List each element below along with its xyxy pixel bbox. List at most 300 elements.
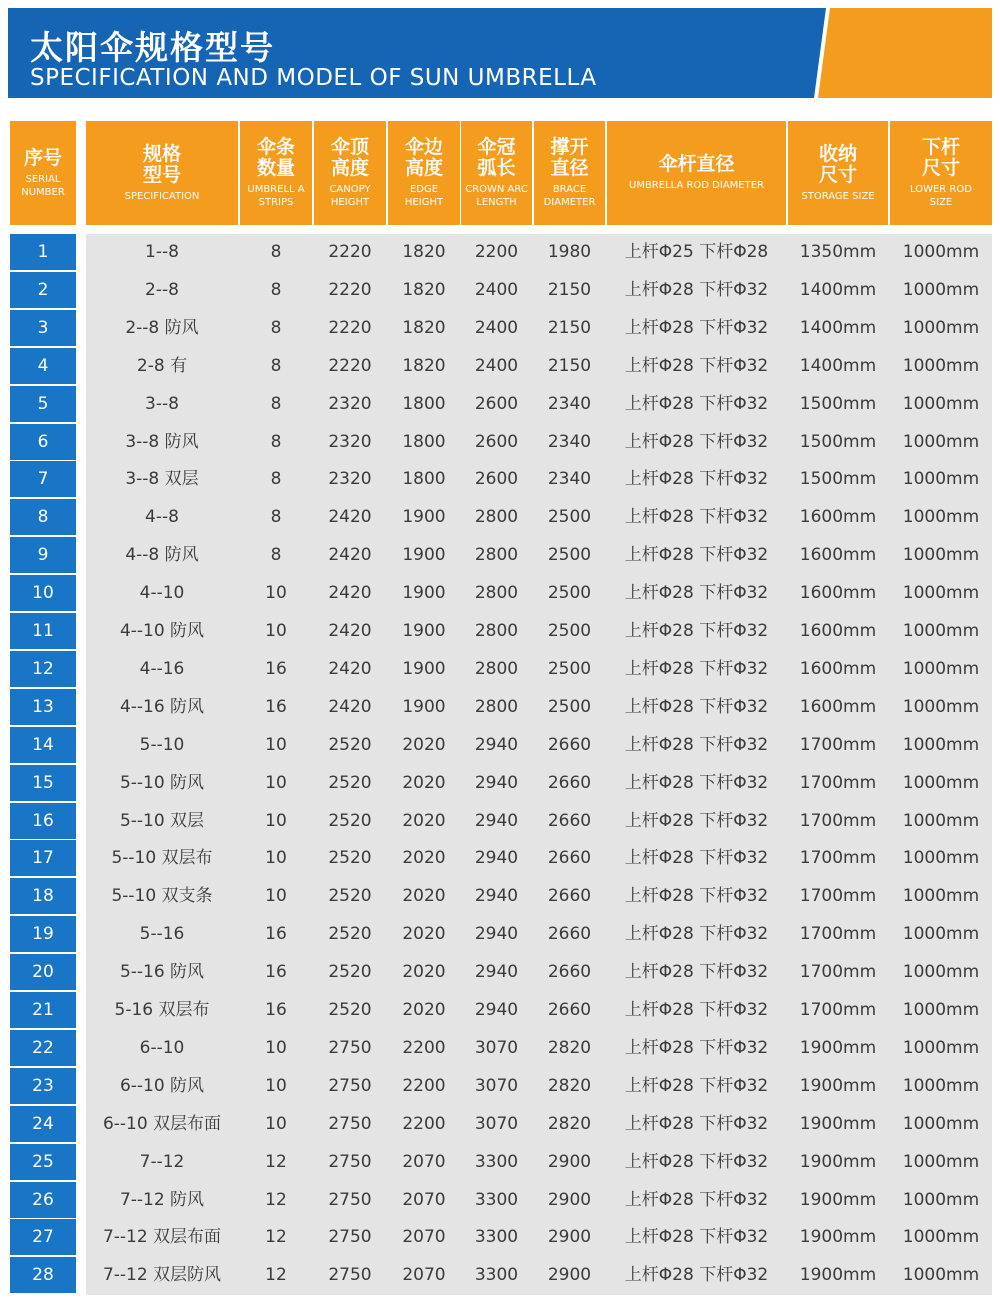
cell-strips: 10 [240,575,312,611]
cell-canopy-height: 2220 [314,234,386,270]
cell-strips: 10 [240,1030,312,1066]
cell-strips: 16 [240,689,312,725]
cell-crown-arc-length: 3300 [461,1144,532,1180]
cell-edge-height: 1900 [388,537,460,573]
cell-lower-rod-size: 1000mm [890,499,992,535]
cell-lower-rod-size: 1000mm [890,613,992,649]
cell-strips: 12 [240,1257,312,1293]
cell-serial: 26 [10,1182,76,1218]
cell-edge-height: 1820 [388,348,460,384]
cell-serial: 14 [10,727,76,763]
cell-edge-height: 1900 [388,651,460,687]
header-label-en: CANOPY HEIGHT [329,184,371,208]
cell-crown-arc-length: 2940 [461,916,532,952]
cell-canopy-height: 2420 [314,575,386,611]
cell-rod-diameter: 上杆Φ28 下杆Φ32 [607,575,786,611]
cell-brace-diameter: 2500 [534,575,605,611]
cell-canopy-height: 2520 [314,727,386,763]
cell-strips: 16 [240,992,312,1028]
header-lower-rod-size [890,121,992,225]
cell-serial: 27 [10,1219,76,1255]
cell-storage-size: 1900mm [788,1106,888,1142]
cell-lower-rod-size: 1000mm [890,1182,992,1218]
cell-rod-diameter: 上杆Φ28 下杆Φ32 [607,386,786,422]
table-row [0,537,1000,573]
cell-specification: 2-8 有 [86,348,238,384]
cell-strips: 16 [240,651,312,687]
cell-brace-diameter: 2660 [534,916,605,952]
cell-crown-arc-length: 2940 [461,992,532,1028]
cell-strips: 8 [240,272,312,308]
cell-lower-rod-size: 1000mm [890,689,992,725]
cell-lower-rod-size: 1000mm [890,992,992,1028]
cell-canopy-height: 2750 [314,1182,386,1218]
table-row [0,916,1000,952]
cell-crown-arc-length: 2600 [461,386,532,422]
cell-edge-height: 2020 [388,878,460,914]
cell-lower-rod-size: 1000mm [890,537,992,573]
cell-canopy-height: 2750 [314,1030,386,1066]
cell-brace-diameter: 1980 [534,234,605,270]
cell-brace-diameter: 2340 [534,386,605,422]
cell-lower-rod-size: 1000mm [890,348,992,384]
cell-brace-diameter: 2660 [534,878,605,914]
header-label-cn: 规格 型号 [142,142,181,186]
cell-strips: 12 [240,1219,312,1255]
cell-brace-diameter: 2900 [534,1257,605,1293]
cell-strips: 8 [240,348,312,384]
header-label-en: EDGE HEIGHT [404,184,444,208]
cell-edge-height: 2200 [388,1030,460,1066]
cell-specification: 5--10 [86,727,238,763]
cell-storage-size: 1500mm [788,424,888,460]
cell-edge-height: 2070 [388,1219,460,1255]
cell-edge-height: 1800 [388,386,460,422]
cell-rod-diameter: 上杆Φ28 下杆Φ32 [607,1030,786,1066]
header-label-en: STORAGE SIZE [801,190,875,202]
cell-lower-rod-size: 1000mm [890,727,992,763]
cell-specification: 5--10 防风 [86,765,238,801]
cell-brace-diameter: 2150 [534,310,605,346]
table-row [0,613,1000,649]
cell-rod-diameter: 上杆Φ28 下杆Φ32 [607,727,786,763]
cell-edge-height: 1800 [388,424,460,460]
header-label-en: SPECIFICATION [124,190,200,202]
cell-serial: 13 [10,689,76,725]
cell-brace-diameter: 2660 [534,992,605,1028]
cell-crown-arc-length: 3300 [461,1182,532,1218]
cell-canopy-height: 2750 [314,1257,386,1293]
header-canopy-height [314,121,386,225]
cell-brace-diameter: 2820 [534,1106,605,1142]
cell-crown-arc-length: 2940 [461,954,532,990]
cell-rod-diameter: 上杆Φ28 下杆Φ32 [607,1106,786,1142]
cell-canopy-height: 2220 [314,310,386,346]
cell-lower-rod-size: 1000mm [890,840,992,876]
cell-strips: 8 [240,310,312,346]
table-row [0,348,1000,384]
cell-edge-height: 2070 [388,1144,460,1180]
table-row [0,954,1000,990]
cell-brace-diameter: 2340 [534,461,605,497]
cell-serial: 23 [10,1068,76,1104]
cell-edge-height: 1820 [388,234,460,270]
header-label-cn: 收纳 尺寸 [818,142,857,186]
cell-brace-diameter: 2820 [534,1030,605,1066]
table-row [0,461,1000,497]
cell-lower-rod-size: 1000mm [890,651,992,687]
cell-crown-arc-length: 2400 [461,348,532,384]
header-storage-size [788,121,888,225]
header-rod-diameter [607,121,786,225]
cell-storage-size: 1600mm [788,575,888,611]
cell-specification: 6--10 [86,1030,238,1066]
cell-canopy-height: 2420 [314,651,386,687]
cell-brace-diameter: 2660 [534,803,605,839]
cell-storage-size: 1900mm [788,1182,888,1218]
cell-brace-diameter: 2500 [534,689,605,725]
cell-specification: 6--10 双层布面 [86,1106,238,1142]
cell-canopy-height: 2520 [314,803,386,839]
cell-crown-arc-length: 2800 [461,651,532,687]
cell-crown-arc-length: 2800 [461,537,532,573]
cell-storage-size: 1700mm [788,916,888,952]
cell-rod-diameter: 上杆Φ28 下杆Φ32 [607,916,786,952]
cell-serial: 11 [10,613,76,649]
table-row [0,1030,1000,1066]
cell-strips: 12 [240,1144,312,1180]
cell-serial: 17 [10,840,76,876]
cell-crown-arc-length: 2940 [461,727,532,763]
cell-serial: 24 [10,1106,76,1142]
cell-canopy-height: 2420 [314,499,386,535]
cell-lower-rod-size: 1000mm [890,1219,992,1255]
cell-serial: 3 [10,310,76,346]
table-row [0,878,1000,914]
cell-serial: 9 [10,537,76,573]
cell-brace-diameter: 2660 [534,727,605,763]
cell-specification: 5--10 双层布 [86,840,238,876]
cell-crown-arc-length: 2800 [461,499,532,535]
cell-specification: 5--10 双支条 [86,878,238,914]
table-row [0,1068,1000,1104]
cell-storage-size: 1900mm [788,1257,888,1293]
cell-rod-diameter: 上杆Φ28 下杆Φ32 [607,954,786,990]
header-label-cn: 伞顶 高度 [330,136,369,179]
cell-rod-diameter: 上杆Φ28 下杆Φ32 [607,651,786,687]
cell-specification: 3--8 防风 [86,424,238,460]
header-label-en: UMBRELL A STRIPS [247,184,305,208]
cell-rod-diameter: 上杆Φ28 下杆Φ32 [607,272,786,308]
cell-brace-diameter: 2820 [534,1068,605,1104]
cell-lower-rod-size: 1000mm [890,234,992,270]
cell-edge-height: 1900 [388,613,460,649]
cell-storage-size: 1350mm [788,234,888,270]
cell-edge-height: 1900 [388,575,460,611]
table-row [0,234,1000,270]
cell-edge-height: 2200 [388,1068,460,1104]
cell-storage-size: 1900mm [788,1030,888,1066]
cell-canopy-height: 2220 [314,272,386,308]
cell-specification: 7--12 [86,1144,238,1180]
header-label-cn: 伞杆直径 [658,153,735,175]
cell-strips: 8 [240,386,312,422]
cell-storage-size: 1600mm [788,537,888,573]
cell-storage-size: 1700mm [788,803,888,839]
cell-canopy-height: 2520 [314,840,386,876]
title-banner [8,8,992,98]
cell-serial: 15 [10,765,76,801]
cell-crown-arc-length: 2600 [461,424,532,460]
cell-lower-rod-size: 1000mm [890,1030,992,1066]
header-label-en: UMBRELLA ROD DIAMETER [629,180,764,191]
cell-crown-arc-length: 2940 [461,840,532,876]
cell-lower-rod-size: 1000mm [890,575,992,611]
cell-serial: 25 [10,1144,76,1180]
cell-crown-arc-length: 3300 [461,1257,532,1293]
cell-canopy-height: 2320 [314,461,386,497]
table-row [0,803,1000,839]
header-specification [86,121,238,225]
cell-storage-size: 1700mm [788,765,888,801]
cell-canopy-height: 2320 [314,386,386,422]
cell-serial: 1 [10,234,76,270]
cell-strips: 12 [240,1182,312,1218]
cell-rod-diameter: 上杆Φ28 下杆Φ32 [607,424,786,460]
cell-brace-diameter: 2500 [534,613,605,649]
table-row [0,1219,1000,1255]
cell-lower-rod-size: 1000mm [890,272,992,308]
cell-crown-arc-length: 2800 [461,613,532,649]
cell-lower-rod-size: 1000mm [890,1257,992,1293]
page-title-en: SPECIFICATION AND MODEL OF SUN UMBRELLA [30,65,597,91]
cell-serial: 5 [10,386,76,422]
cell-specification: 3--8 [86,386,238,422]
cell-brace-diameter: 2150 [534,272,605,308]
cell-strips: 10 [240,878,312,914]
cell-serial: 21 [10,992,76,1028]
header-crown-arc-length [461,121,532,225]
header-label-cn: 伞冠 弧长 [477,136,516,179]
table-row [0,310,1000,346]
table-row [0,499,1000,535]
cell-edge-height: 2020 [388,803,460,839]
cell-serial: 7 [10,461,76,497]
cell-strips: 10 [240,1106,312,1142]
cell-storage-size: 1500mm [788,386,888,422]
cell-brace-diameter: 2660 [534,954,605,990]
cell-storage-size: 1700mm [788,992,888,1028]
table-row [0,840,1000,876]
cell-crown-arc-length: 2940 [461,765,532,801]
cell-canopy-height: 2420 [314,613,386,649]
cell-edge-height: 1820 [388,272,460,308]
cell-brace-diameter: 2900 [534,1144,605,1180]
cell-edge-height: 1900 [388,689,460,725]
cell-storage-size: 1700mm [788,840,888,876]
cell-specification: 4--16 防风 [86,689,238,725]
cell-specification: 5-16 双层布 [86,992,238,1028]
cell-serial: 2 [10,272,76,308]
cell-lower-rod-size: 1000mm [890,878,992,914]
header-label-en: CROWN ARC LENGTH [465,184,528,208]
cell-specification: 2--8 防风 [86,310,238,346]
table-row [0,651,1000,687]
cell-rod-diameter: 上杆Φ28 下杆Φ32 [607,992,786,1028]
cell-edge-height: 2020 [388,954,460,990]
cell-serial: 19 [10,916,76,952]
cell-edge-height: 2020 [388,992,460,1028]
cell-canopy-height: 2750 [314,1068,386,1104]
cell-strips: 10 [240,840,312,876]
cell-edge-height: 2200 [388,1106,460,1142]
cell-lower-rod-size: 1000mm [890,386,992,422]
cell-crown-arc-length: 2600 [461,461,532,497]
cell-storage-size: 1600mm [788,651,888,687]
cell-edge-height: 1820 [388,310,460,346]
cell-specification: 5--16 防风 [86,954,238,990]
cell-storage-size: 1400mm [788,348,888,384]
cell-serial: 6 [10,424,76,460]
header-label-cn: 伞边 高度 [404,136,443,179]
cell-lower-rod-size: 1000mm [890,424,992,460]
cell-canopy-height: 2750 [314,1144,386,1180]
cell-rod-diameter: 上杆Φ28 下杆Φ32 [607,613,786,649]
cell-strips: 10 [240,1068,312,1104]
cell-strips: 16 [240,916,312,952]
cell-crown-arc-length: 3070 [461,1068,532,1104]
cell-specification: 6--10 防风 [86,1068,238,1104]
table-row [0,424,1000,460]
cell-edge-height: 2020 [388,916,460,952]
cell-storage-size: 1400mm [788,272,888,308]
header-serial [10,121,76,225]
cell-edge-height: 2070 [388,1182,460,1218]
header-strips [240,121,312,225]
cell-storage-size: 1500mm [788,461,888,497]
cell-canopy-height: 2420 [314,537,386,573]
cell-strips: 10 [240,727,312,763]
table-row [0,386,1000,422]
cell-rod-diameter: 上杆Φ28 下杆Φ32 [607,689,786,725]
cell-crown-arc-length: 3300 [461,1219,532,1255]
cell-specification: 2--8 [86,272,238,308]
cell-storage-size: 1700mm [788,727,888,763]
cell-strips: 16 [240,954,312,990]
header-label-cn: 撑开 直径 [550,136,589,179]
cell-serial: 20 [10,954,76,990]
cell-storage-size: 1600mm [788,689,888,725]
cell-rod-diameter: 上杆Φ28 下杆Φ32 [607,537,786,573]
cell-crown-arc-length: 3070 [461,1030,532,1066]
header-brace-diameter [534,121,605,225]
cell-specification: 5--10 双层 [86,803,238,839]
cell-lower-rod-size: 1000mm [890,1106,992,1142]
cell-strips: 8 [240,537,312,573]
cell-specification: 4--10 [86,575,238,611]
table-row [0,272,1000,308]
table-row [0,1144,1000,1180]
table-row [0,765,1000,801]
cell-rod-diameter: 上杆Φ28 下杆Φ32 [607,803,786,839]
cell-strips: 10 [240,613,312,649]
table-row [0,1106,1000,1142]
header-label-cn: 下杆 尺寸 [921,136,960,179]
cell-specification: 3--8 双层 [86,461,238,497]
cell-canopy-height: 2520 [314,954,386,990]
cell-rod-diameter: 上杆Φ28 下杆Φ32 [607,1257,786,1293]
cell-brace-diameter: 2500 [534,499,605,535]
header-label-cn: 伞条 数量 [256,136,295,179]
cell-crown-arc-length: 2800 [461,689,532,725]
cell-rod-diameter: 上杆Φ28 下杆Φ32 [607,348,786,384]
header-edge-height [388,121,460,225]
cell-brace-diameter: 2900 [534,1219,605,1255]
cell-crown-arc-length: 2400 [461,310,532,346]
cell-specification: 4--10 防风 [86,613,238,649]
cell-edge-height: 1900 [388,499,460,535]
cell-strips: 8 [240,461,312,497]
cell-crown-arc-length: 2400 [461,272,532,308]
cell-storage-size: 1700mm [788,878,888,914]
cell-lower-rod-size: 1000mm [890,916,992,952]
cell-specification: 7--12 双层布面 [86,1219,238,1255]
cell-serial: 12 [10,651,76,687]
cell-specification: 1--8 [86,234,238,270]
table-row [0,1257,1000,1293]
cell-edge-height: 2020 [388,840,460,876]
cell-rod-diameter: 上杆Φ28 下杆Φ32 [607,1219,786,1255]
cell-crown-arc-length: 2800 [461,575,532,611]
cell-strips: 8 [240,499,312,535]
cell-specification: 7--12 双层防风 [86,1257,238,1293]
cell-rod-diameter: 上杆Φ28 下杆Φ32 [607,461,786,497]
cell-specification: 4--8 防风 [86,537,238,573]
cell-edge-height: 2070 [388,1257,460,1293]
table-row [0,1182,1000,1218]
cell-rod-diameter: 上杆Φ28 下杆Φ32 [607,1182,786,1218]
cell-specification: 7--12 防风 [86,1182,238,1218]
cell-serial: 16 [10,803,76,839]
cell-strips: 10 [240,803,312,839]
cell-crown-arc-length: 2940 [461,878,532,914]
cell-storage-size: 1900mm [788,1144,888,1180]
cell-crown-arc-length: 2940 [461,803,532,839]
cell-serial: 28 [10,1257,76,1293]
cell-serial: 10 [10,575,76,611]
cell-brace-diameter: 2150 [534,348,605,384]
cell-lower-rod-size: 1000mm [890,954,992,990]
cell-rod-diameter: 上杆Φ28 下杆Φ32 [607,878,786,914]
cell-strips: 10 [240,765,312,801]
cell-brace-diameter: 2660 [534,840,605,876]
cell-rod-diameter: 上杆Φ28 下杆Φ32 [607,1068,786,1104]
cell-canopy-height: 2520 [314,765,386,801]
cell-canopy-height: 2320 [314,424,386,460]
cell-brace-diameter: 2500 [534,651,605,687]
header-label-en: SERIAL NUMBER [21,173,65,198]
cell-rod-diameter: 上杆Φ25 下杆Φ28 [607,234,786,270]
header-label-en: LOWER ROD SIZE [910,184,972,208]
cell-rod-diameter: 上杆Φ28 下杆Φ32 [607,765,786,801]
cell-brace-diameter: 2500 [534,537,605,573]
cell-specification: 4--8 [86,499,238,535]
cell-canopy-height: 2750 [314,1106,386,1142]
cell-canopy-height: 2520 [314,878,386,914]
cell-lower-rod-size: 1000mm [890,461,992,497]
cell-rod-diameter: 上杆Φ28 下杆Φ32 [607,840,786,876]
cell-canopy-height: 2520 [314,992,386,1028]
